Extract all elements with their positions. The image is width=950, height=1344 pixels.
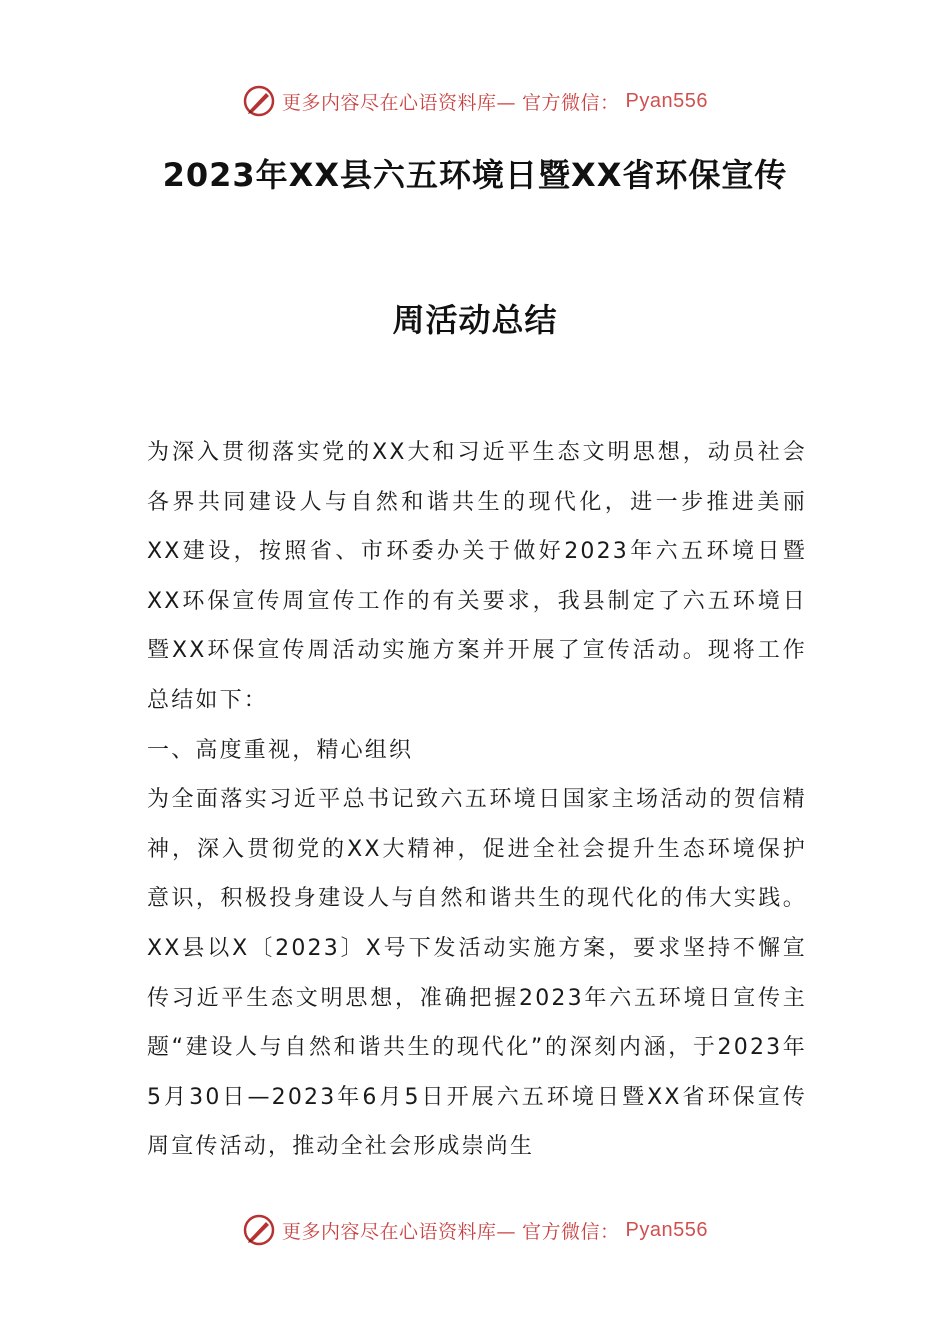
watermark-wechat-id: Pyan556: [625, 1218, 708, 1241]
section-heading: 一、高度重视，精心组织: [147, 737, 414, 763]
watermark-wechat-id: Pyan556: [625, 89, 708, 112]
quill-logo-icon: [242, 1213, 276, 1247]
document-title-line-2: 周活动总结: [392, 301, 558, 339]
watermark-wechat-label: 官方微信：: [522, 1220, 620, 1243]
footer-watermark: [0, 1213, 950, 1247]
quill-logo-icon: [242, 84, 276, 118]
watermark-wechat-label: 官方微信：: [522, 91, 620, 114]
paragraph: 为深入贯彻落实党的XX大和习近平生态文明思想，动员社会各界共同建设人与自然和谐共生的现代化，进一步推进美丽XX建设，按照省、市环委办关于做好2023年六五环境日暨XX环保宣传周宣传工作的有关要求，我县制定了六五环境日暨XX环保宣传周活动实施方案并开展了宣传活动。现将工作总结如下：: [147, 440, 807, 713]
document-body: [147, 428, 807, 1172]
header-watermark: [0, 84, 950, 118]
watermark-text: 更多内容尽在心语资料库—: [282, 1220, 517, 1243]
document-title-line-1: 2023年XX县六五环境日暨XX省环保宣传: [162, 156, 788, 194]
paragraph: 为全面落实习近平总书记致六五环境日国家主场活动的贺信精神，深入贯彻党的XX大精神，促进全社会提升生态环境保护意识，积极投身建设人与自然和谐共生的现代化的伟大实践。XX县以X〔2023〕X号下发活动实施方案，要求坚持不懈宣传习近平生态文明思想，准确把握2023年六五环境日宣传主题“建设人与自然和谐共生的现代化”的深刻内涵，于2023年5月30日—2023年6月5日开展六五环境日暨XX省环保宣传周宣传活动，推动全社会形成崇尚生: [147, 787, 807, 1160]
watermark-text: 更多内容尽在心语资料库—: [282, 91, 517, 114]
